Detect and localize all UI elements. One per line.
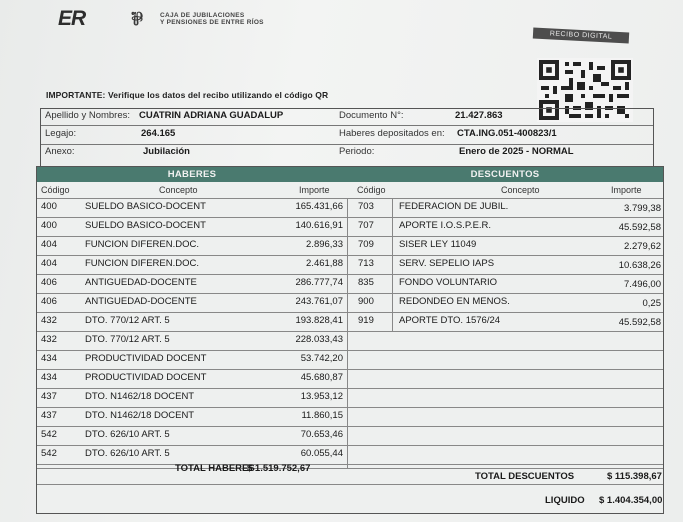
- liquido-label: LIQUIDO: [545, 495, 585, 506]
- legajo-value: 264.165: [141, 128, 176, 139]
- haberes-concepto: PRODUCTIVIDAD DOCENT: [85, 372, 207, 383]
- haberes-importe: 2.461,88: [306, 258, 343, 269]
- descuentos-codigo: 703: [358, 201, 374, 212]
- haberes-concepto-header: Concepto: [159, 185, 198, 195]
- haberes-importe: 53.742,20: [300, 353, 343, 364]
- table-row-divider: [37, 426, 663, 427]
- total-descuentos-label: TOTAL DESCUENTOS: [475, 471, 575, 482]
- recibo-digital-badge: RECIBO DIGITAL: [533, 27, 629, 43]
- descuentos-importe: 10.638,26: [618, 260, 661, 271]
- descuentos-concepto: FEDERACION DE JUBIL.: [399, 201, 509, 212]
- liquido-divider: [37, 484, 663, 485]
- haberes-codigo: 432: [41, 315, 57, 326]
- periodo-value: Enero de 2025 - NORMAL: [459, 146, 574, 157]
- haberes-importe: 243.761,07: [295, 296, 343, 307]
- haberes-codigo: 432: [41, 334, 57, 345]
- haberes-codigo: 406: [41, 277, 57, 288]
- table-row-divider: [37, 350, 663, 351]
- descuentos-codigo: 709: [358, 239, 374, 250]
- haberes-depositados-value: CTA.ING.051-400823/1: [457, 128, 557, 139]
- totals-divider: [37, 468, 663, 469]
- haberes-header: HABERES: [37, 167, 347, 182]
- descuentos-importe: 0,25: [642, 298, 661, 309]
- haberes-importe: 13.953,12: [300, 391, 343, 402]
- documento-value: 21.427.863: [455, 110, 503, 121]
- legajo-label: Legajo:: [45, 128, 77, 139]
- caja-name-line2: Y PENSIONES DE ENTRE RÍOS: [160, 19, 264, 26]
- haberes-codigo: 437: [41, 410, 57, 421]
- descuentos-concepto-header: Concepto: [501, 185, 540, 195]
- haberes-concepto: DTO. N1462/18 DOCENT: [85, 391, 195, 402]
- info-divider: [41, 144, 653, 145]
- descuentos-concepto: APORTE DTO. 1576/24: [399, 315, 501, 326]
- haberes-importe: 286.777,74: [295, 277, 343, 288]
- haberes-concepto: DTO. 770/12 ART. 5: [85, 315, 170, 326]
- haberes-concepto: DTO. 626/10 ART. 5: [85, 448, 170, 459]
- documento-label: Documento N°:: [339, 110, 404, 121]
- haberes-depositados-label: Haberes depositados en:: [339, 128, 445, 139]
- total-descuentos-value: $ 115.398,67: [607, 471, 662, 482]
- descuentos-codigo: 919: [358, 315, 374, 326]
- er-logo: ER: [58, 7, 86, 30]
- haberes-concepto: ANTIGUEDAD-DOCENTE: [85, 277, 197, 288]
- info-row-anexo: [41, 146, 653, 162]
- total-haberes-value: $ 1.519.752,67: [247, 463, 311, 474]
- haberes-codigo: 404: [41, 239, 57, 250]
- table-row-divider: [37, 369, 663, 370]
- haberes-codigo-header: Código: [41, 185, 70, 195]
- haberes-codigo: 437: [41, 391, 57, 402]
- haberes-importe: 70.653,46: [300, 429, 343, 440]
- caja-name: [160, 12, 280, 26]
- apellido-value: CUATRIN ADRIANA GUADALUP: [139, 110, 284, 121]
- periodo-label: Periodo:: [339, 146, 375, 157]
- haberes-importe: 45.680,87: [300, 372, 343, 383]
- table-row-divider: [37, 407, 663, 408]
- haberes-codigo: 400: [41, 220, 57, 231]
- descuentos-codigo: 900: [358, 296, 374, 307]
- anexo-value: Jubilación: [143, 146, 190, 157]
- table-row-divider: [37, 312, 663, 313]
- table-row-divider: [37, 388, 663, 389]
- beneficiary-info: [40, 108, 654, 170]
- haberes-concepto: SUELDO BASICO-DOCENT: [85, 220, 206, 231]
- haberes-importe: 228.033,43: [295, 334, 343, 345]
- descuentos-importe: 7.496,00: [624, 279, 661, 290]
- haberes-codigo: 434: [41, 353, 57, 364]
- haberes-importe: 165.431,66: [295, 201, 343, 212]
- haberes-concepto: DTO. N1462/18 DOCENT: [85, 410, 195, 421]
- haberes-codigo: 406: [41, 296, 57, 307]
- table-row-divider: [37, 331, 663, 332]
- haberes-importe: 140.616,91: [295, 220, 343, 231]
- table-row-divider: [37, 255, 663, 256]
- table-row-divider: [37, 464, 663, 465]
- info-divider: [41, 125, 653, 126]
- haberes-codigo: 404: [41, 258, 57, 269]
- table-row-divider: [37, 217, 663, 218]
- descuentos-concepto: FONDO VOLUNTARIO: [399, 277, 497, 288]
- anexo-label: Anexo:: [45, 146, 75, 157]
- descuentos-header: DESCUENTOS: [347, 167, 663, 182]
- table-row-divider: [37, 198, 663, 199]
- descuentos-importe: 2.279,62: [624, 241, 661, 252]
- descuentos-importe-header: Importe: [611, 185, 642, 195]
- descuentos-concepto: REDONDEO EN MENOS.: [399, 296, 510, 307]
- info-row-legajo: [41, 128, 653, 144]
- apellido-label: Apellido y Nombres:: [45, 110, 131, 121]
- haberes-concepto: PRODUCTIVIDAD DOCENT: [85, 353, 207, 364]
- haberes-codigo: 400: [41, 201, 57, 212]
- haberes-concepto: FUNCION DIFEREN.DOC.: [85, 258, 199, 269]
- haberes-concepto: DTO. 626/10 ART. 5: [85, 429, 170, 440]
- haberes-importe: 2.896,33: [306, 239, 343, 250]
- descuentos-codigo: 835: [358, 277, 374, 288]
- table-row-divider: [37, 236, 663, 237]
- table-row-divider: [37, 274, 663, 275]
- haberes-descuentos-divider: [347, 198, 348, 468]
- descuentos-concepto: SERV. SEPELIO IAPS: [399, 258, 495, 269]
- caja-name-line1: CAJA DE JUBILACIONES: [160, 12, 245, 19]
- receipt-table: [36, 166, 664, 514]
- haberes-concepto: DTO. 770/12 ART. 5: [85, 334, 170, 345]
- table-row-divider: [37, 293, 663, 294]
- haberes-codigo: 542: [41, 429, 57, 440]
- descuentos-concepto: SISER LEY 11049: [399, 239, 477, 250]
- qr-verification-notice: IMPORTANTE: Verifique los datos del recibo utilizando el código QR: [46, 90, 329, 100]
- haberes-importe: 11.860,15: [301, 410, 343, 421]
- caja-logo-icon: ⅌: [131, 9, 143, 29]
- descuentos-importe: 3.799,38: [624, 203, 661, 214]
- descuentos-codigo: 707: [358, 220, 374, 231]
- haberes-concepto: ANTIGUEDAD-DOCENTE: [85, 296, 197, 307]
- descuentos-concepto: APORTE I.O.S.P.E.R.: [399, 220, 492, 231]
- descuentos-codigo-header: Código: [357, 185, 386, 195]
- haberes-concepto: SUELDO BASICO-DOCENT: [85, 201, 206, 212]
- total-haberes-label: TOTAL HABERES: [175, 463, 255, 474]
- table-row-divider: [37, 445, 663, 446]
- haberes-importe-header: Importe: [299, 185, 330, 195]
- haberes-codigo: 542: [41, 448, 57, 459]
- descuentos-importe: 45.592,58: [618, 222, 661, 233]
- info-row-apellido: [41, 110, 653, 126]
- descuentos-codigo: 713: [358, 258, 374, 269]
- haberes-codigo: 434: [41, 372, 57, 383]
- haberes-concepto: FUNCION DIFEREN.DOC.: [85, 239, 199, 250]
- liquido-value: $ 1.404.354,00: [599, 495, 663, 506]
- haberes-importe: 60.055,44: [300, 448, 343, 459]
- descuentos-importe: 45.592,58: [618, 317, 661, 328]
- haberes-importe: 193.828,41: [295, 315, 343, 326]
